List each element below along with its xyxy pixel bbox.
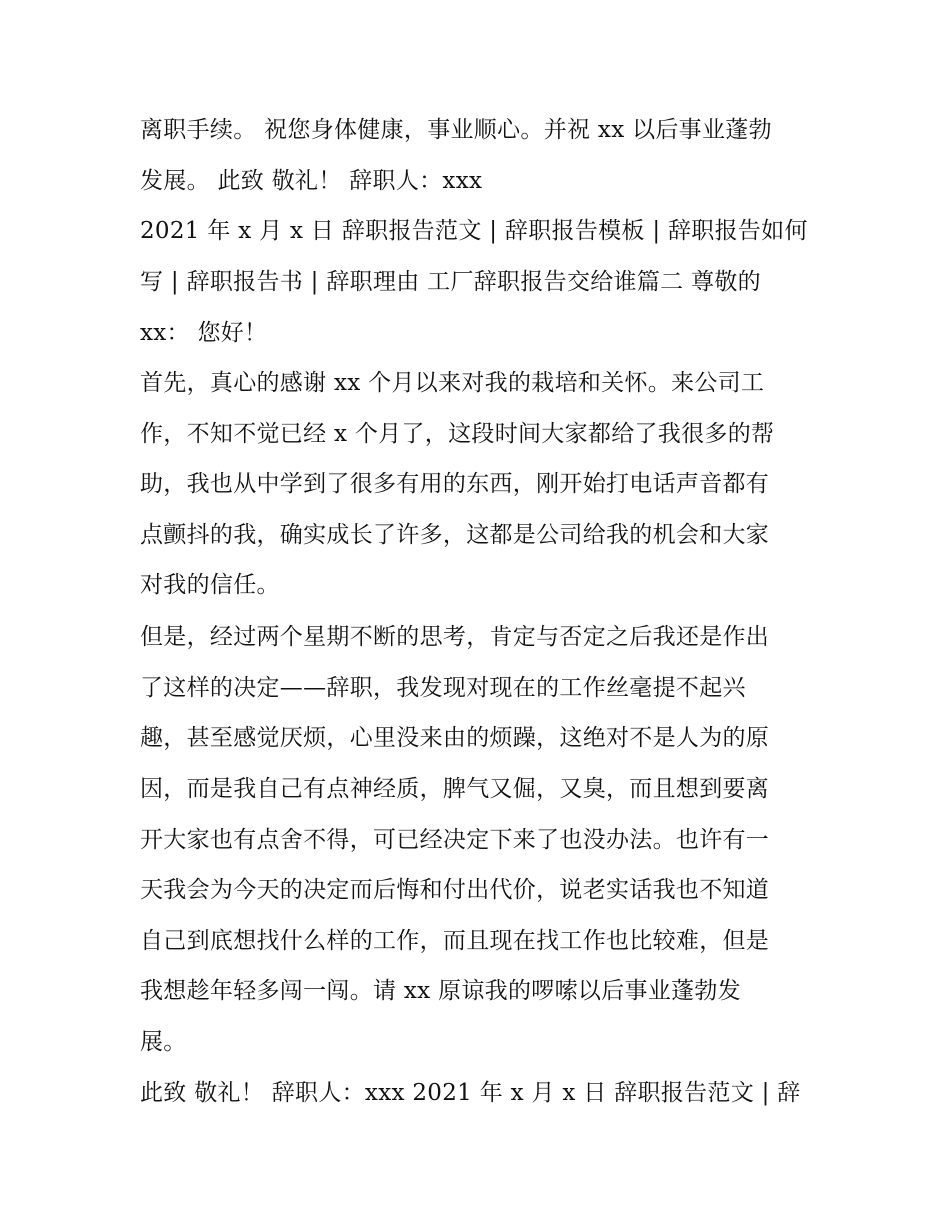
text-line: 作，不知不觉已经 x 个月了，这段时间大家都给了我很多的帮 bbox=[140, 421, 775, 447]
text-line: 趣，甚至感觉厌烦，心里没来由的烦躁，这绝对不是人为的原 bbox=[140, 725, 770, 751]
text-line: xx： 您好！ bbox=[140, 320, 268, 346]
text-line: 点颤抖的我，确实成长了许多，这都是公司给我的机会和大家 bbox=[140, 522, 770, 548]
text-line: 发展。 此致 敬礼！ 辞职人：xxx bbox=[140, 168, 483, 194]
text-line: 此致 敬礼！ 辞职人：xxx 2021 年 x 月 x 日 辞职报告范文 | 辞 bbox=[140, 1080, 801, 1106]
text-line: 自己到底想找什么样的工作，而且现在找工作也比较难，但是 bbox=[140, 928, 770, 954]
text-line: 因，而是我自己有点神经质，脾气又倔，又臭，而且想到要离 bbox=[140, 776, 770, 802]
text-line: 离职手续。 祝您身体健康，事业顺心。并祝 xx 以后事业蓬勃 bbox=[140, 117, 772, 143]
text-line: 但是，经过两个星期不断的思考，肯定与否定之后我还是作出 bbox=[140, 624, 770, 650]
text-line: 对我的信任。 bbox=[140, 572, 280, 598]
text-line: 开大家也有点舍不得，可已经决定下来了也没办法。也许有一 bbox=[140, 827, 770, 853]
text-line: 天我会为今天的决定而后悔和付出代价，说老实话我也不知道 bbox=[140, 877, 770, 903]
text-line: 助，我也从中学到了很多有用的东西，刚开始打电话声音都有 bbox=[140, 471, 770, 497]
text-line: 写 | 辞职报告书 | 辞职理由 工厂辞职报告交给谁篇二 尊敬的 bbox=[140, 269, 761, 295]
text-line: 了这样的决定——辞职，我发现对现在的工作丝毫提不起兴 bbox=[140, 675, 746, 701]
text-line: 展。 bbox=[140, 1029, 187, 1055]
text-line: 我想趁年轻多闯一闯。请 xx 原谅我的啰嗦以后事业蓬勃发 bbox=[140, 978, 741, 1004]
text-line: 首先，真心的感谢 xx 个月以来对我的栽培和关怀。来公司工 bbox=[140, 370, 765, 396]
text-line: 2021 年 x 月 x 日 辞职报告范文 | 辞职报告模板 | 辞职报告如何 bbox=[140, 218, 808, 244]
